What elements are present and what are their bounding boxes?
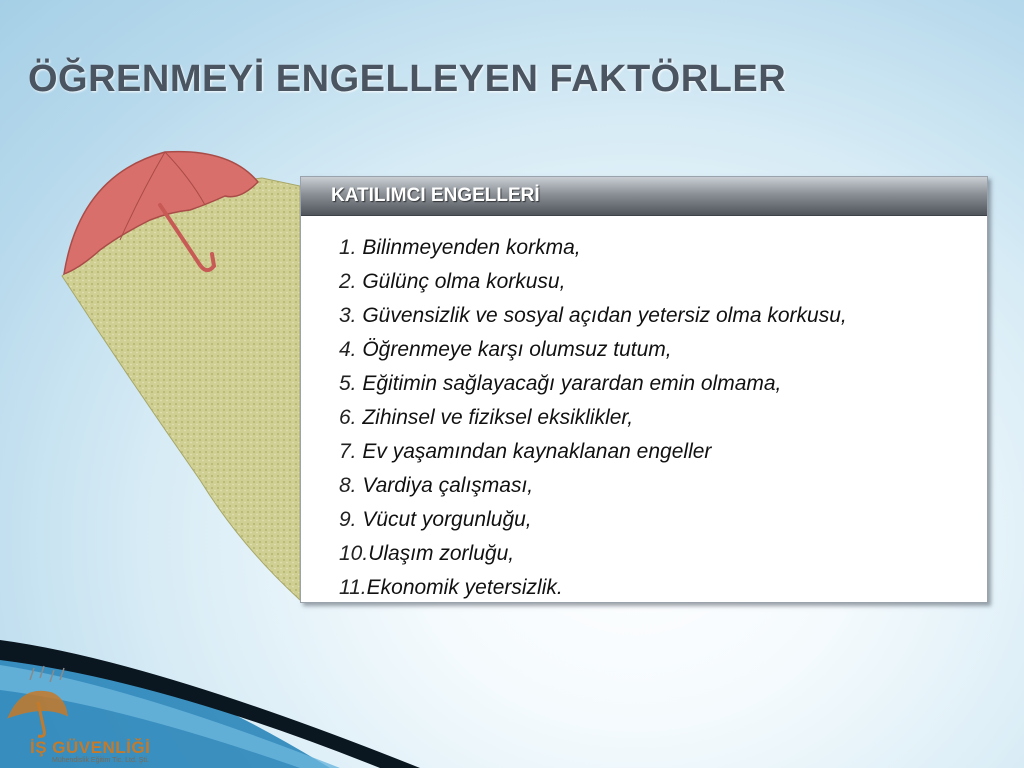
engeller-list xyxy=(301,234,987,608)
list-item xyxy=(339,472,987,506)
item-number: 1. xyxy=(339,236,357,259)
list-item xyxy=(339,302,987,336)
panel-header xyxy=(301,177,987,216)
item-text: Eğitimin sağlayacağı yarardan emin olmama, xyxy=(356,372,782,395)
item-number: 6. xyxy=(339,406,357,429)
item-number: 11. xyxy=(339,576,367,599)
panel-title: KATILIMCI ENGELLERİ xyxy=(331,185,540,206)
item-text: Ev yaşamından kaynaklanan engeller xyxy=(356,440,712,463)
item-text: Ekonomik yetersizlik. xyxy=(366,576,563,599)
item-text: Bilinmeyenden korkma, xyxy=(356,236,581,259)
item-text: Ulaşım zorluğu, xyxy=(368,542,515,565)
item-number: 5. xyxy=(339,372,357,395)
item-number: 3. xyxy=(339,304,357,327)
item-text: Vücut yorgunluğu, xyxy=(356,508,532,531)
list-item xyxy=(339,234,987,268)
umbrella-icon xyxy=(10,692,66,736)
list-item xyxy=(339,268,987,302)
item-text: Zihinsel ve fiziksel eksiklikler, xyxy=(356,406,634,429)
slide-title: ÖĞRENMEYİ ENGELLEYEN FAKTÖRLER xyxy=(28,58,787,100)
logo-subtitle: Mühendislik Eğitim Tic. Ltd. Şti. xyxy=(52,757,149,764)
list-item xyxy=(339,506,987,540)
list-item xyxy=(339,540,987,574)
logo-name: İŞ GÜVENLİĞİ xyxy=(30,738,151,757)
list-item xyxy=(339,370,987,404)
list-item xyxy=(339,438,987,472)
list-item xyxy=(339,336,987,370)
item-number: 10. xyxy=(339,542,369,565)
item-text: Güvensizlik ve sosyal açıdan yetersiz olma korkusu, xyxy=(356,304,847,327)
item-number: 8. xyxy=(339,474,357,497)
item-number: 7. xyxy=(339,440,357,463)
item-number: 4. xyxy=(339,338,357,361)
item-text: Gülünç olma korkusu, xyxy=(356,270,566,293)
list-item xyxy=(339,574,987,608)
list-item xyxy=(339,404,987,438)
item-text: Vardiya çalışması, xyxy=(356,474,534,497)
item-number: 2. xyxy=(339,270,357,293)
engeller-panel xyxy=(300,176,988,603)
item-number: 9. xyxy=(339,508,357,531)
item-text: Öğrenmeye karşı olumsuz tutum, xyxy=(356,338,672,361)
